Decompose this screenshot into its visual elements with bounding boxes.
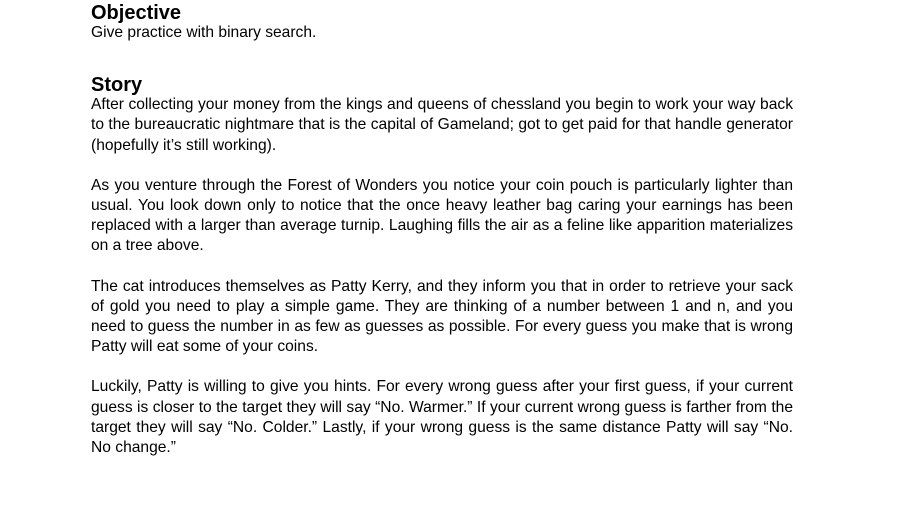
story-heading: Story	[91, 74, 143, 97]
story-paragraph-2: As you venture through the Forest of Wonders you notice your coin pouch is particularly lighter than usual. You look down only to notice that the once heavy leather bag caring your earnings has been replaced with a larger than average turnip. Laughing fills the air as a feline like apparition materializes on a tree above.	[91, 176, 793, 255]
story-paragraph-3: The cat introduces themselves as Patty Kerry, and they inform you that in order to retrieve your sack of gold you need to play a simple game. They are thinking of a number between 1 and n, and you need to guess the number in as few as guesses as possible. For every guess you make that is wrong Patty will eat some of your coins.	[91, 277, 793, 356]
story-paragraph-1: After collecting your money from the kings and queens of chessland you begin to work your way back to the bureaucratic nightmare that is the capital of Gameland; got to get paid for that handle generator (hopefully it’s still working).	[91, 96, 793, 154]
story-section	[91, 73, 793, 458]
document-page	[91, 0, 793, 458]
objective-text: Give practice with binary search.	[91, 24, 317, 41]
objective-section	[91, 1, 793, 43]
story-paragraph-4: Luckily, Patty is willing to give you hints. For every wrong guess after your first guess, if your current guess is closer to the target they will say “No. Warmer.” If your current wrong guess is farther from the target they will say “No. Colder.” Lastly, if your wrong guess is the same distance Patty will say “No. No change.”	[91, 378, 793, 457]
objective-heading: Objective	[91, 2, 182, 24]
